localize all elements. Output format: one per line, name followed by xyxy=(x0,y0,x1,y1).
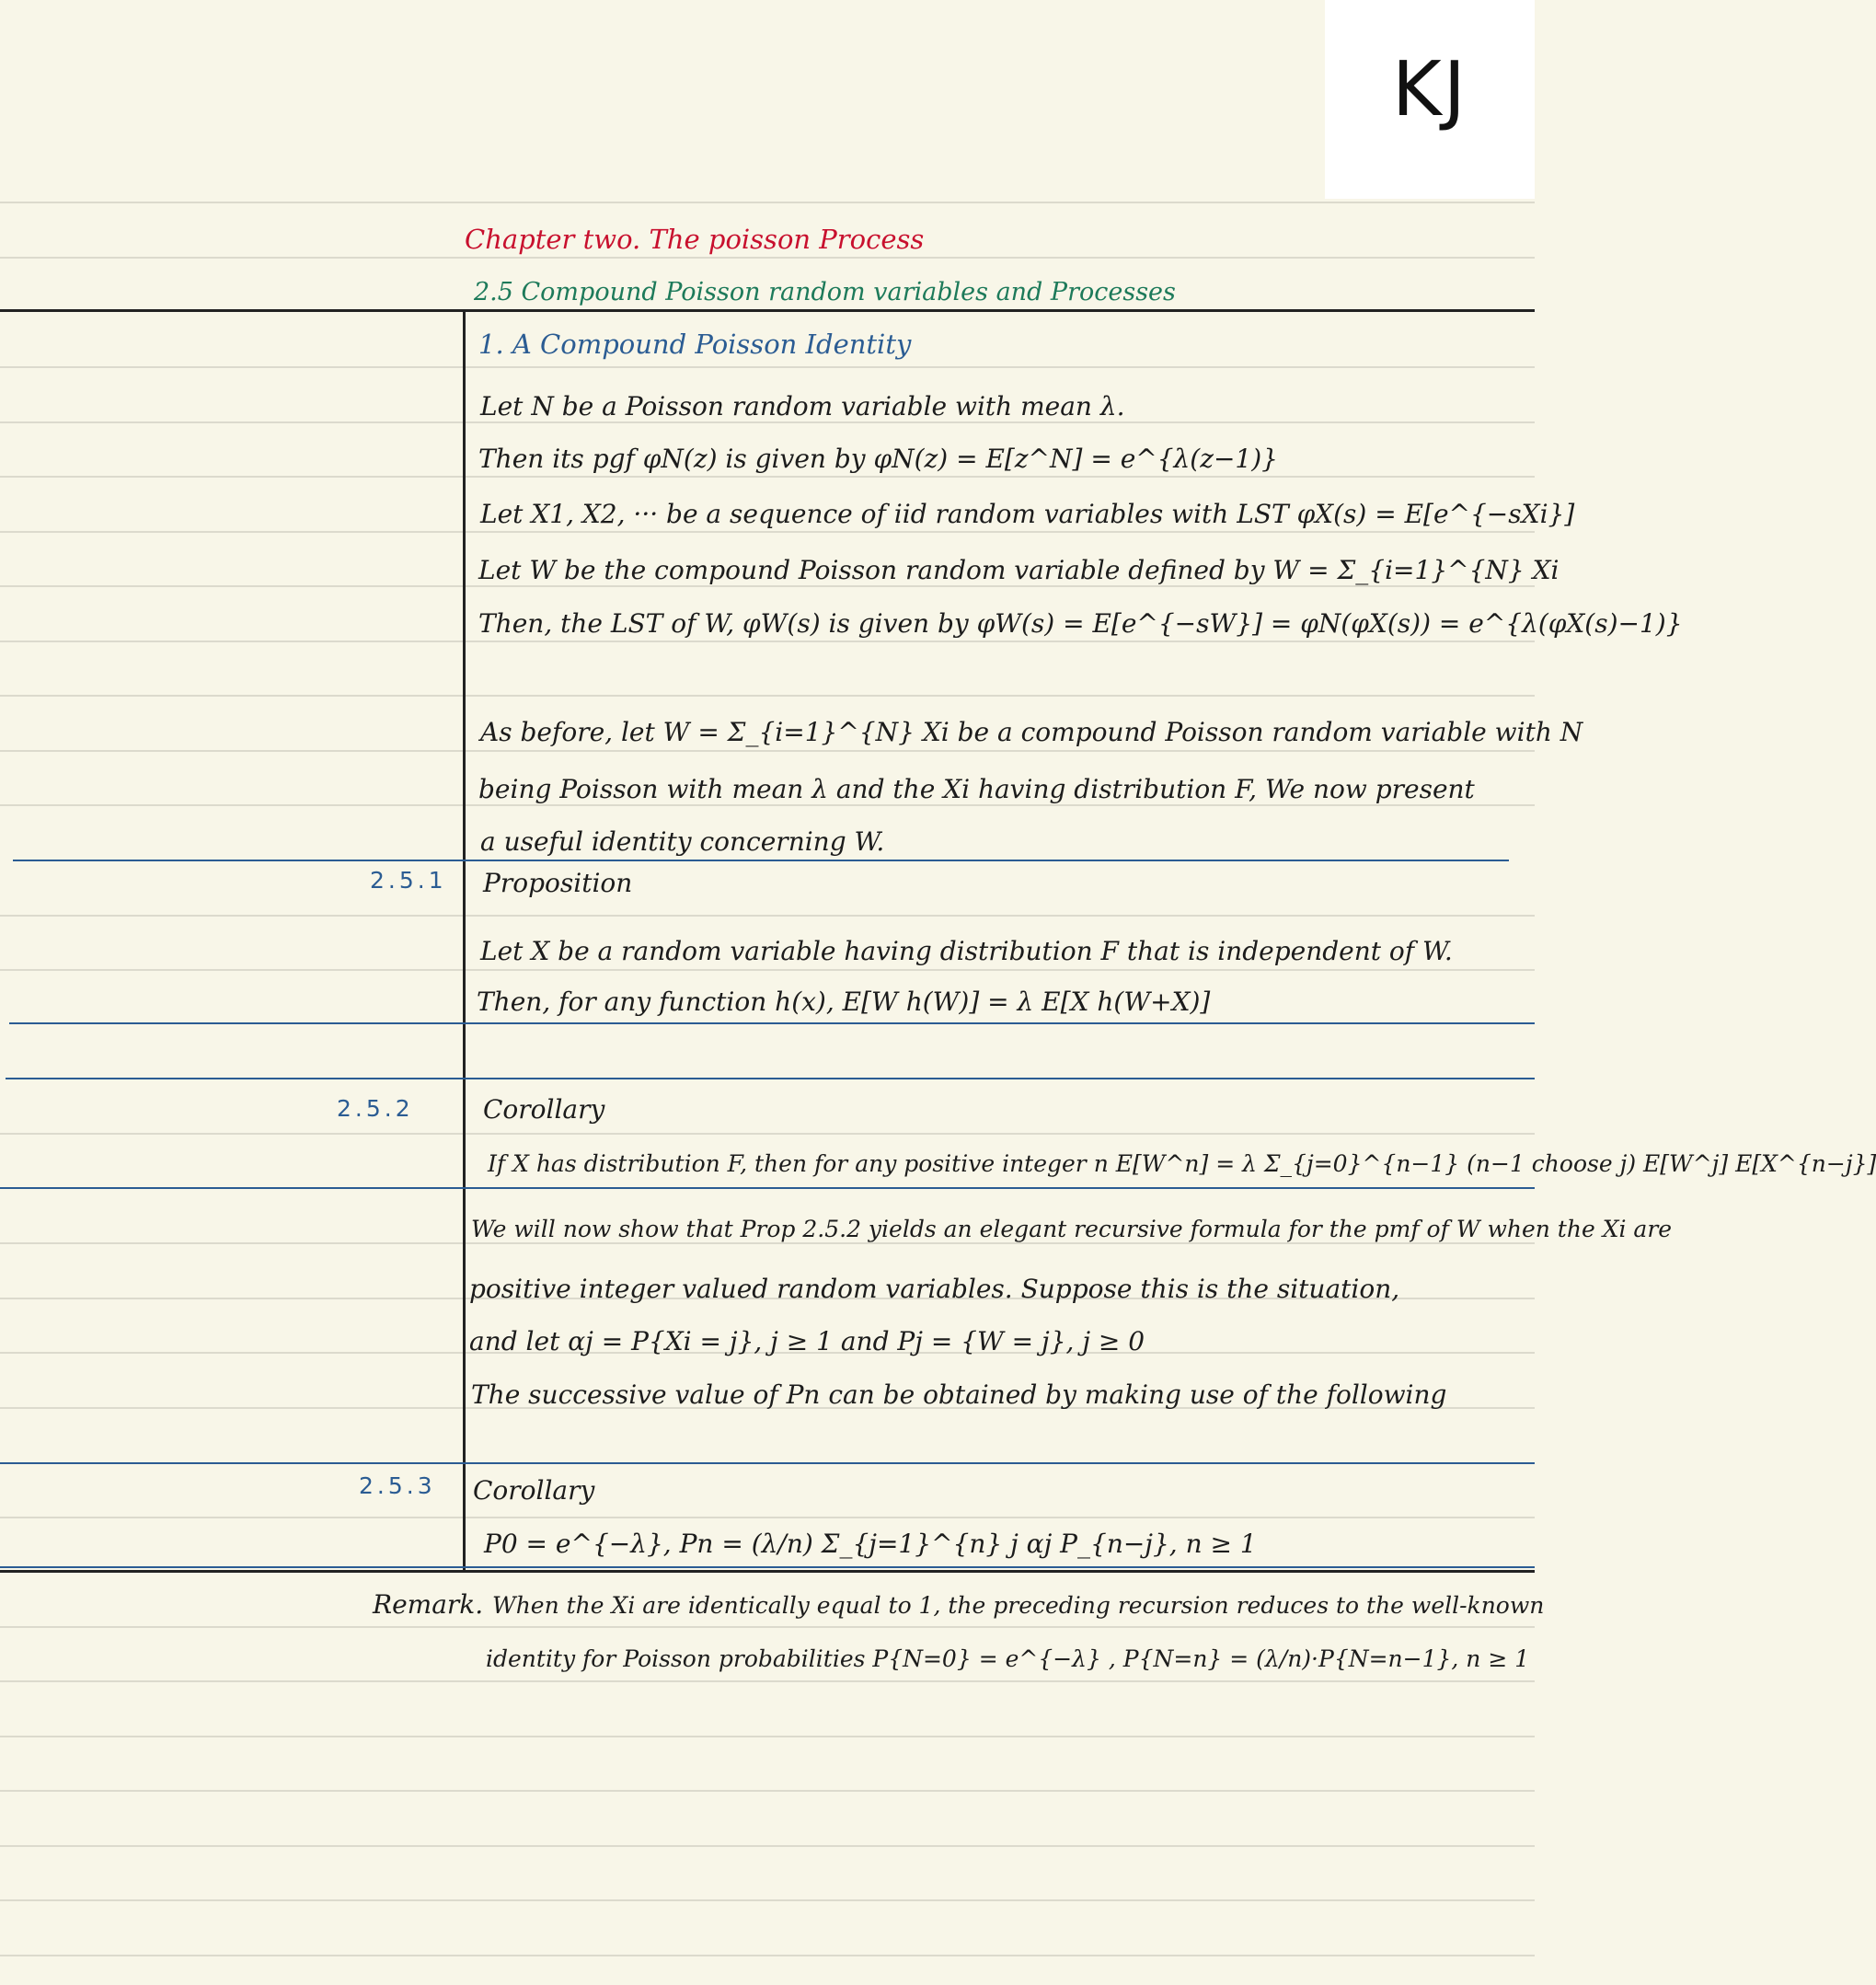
paragraph-line: As before, let W = Σ_{i=1}^{N} Xi be a compound Poisson random variable with N xyxy=(480,717,1583,747)
ruled-line xyxy=(0,476,1535,478)
prop-divider-bottom xyxy=(9,1022,1535,1024)
intro-line: Then its pgf φN(z) is given by φN(z) = E[z^N] = e^{λ(z−1)} xyxy=(478,444,1278,474)
intro-line: Let X1, X2, ··· be a sequence of iid random variables with LST φX(s) = E[e^{−sXi}] xyxy=(480,499,1575,529)
cor2-divider-top xyxy=(0,1462,1535,1464)
prop-line: Then, for any function h(x), E[W h(W)] = λ E[X h(W+X)] xyxy=(477,987,1211,1017)
ruled-line xyxy=(0,1680,1535,1682)
ruled-line xyxy=(0,915,1535,917)
paragraph-line: a useful identity concerning W. xyxy=(480,826,885,857)
prop-label: Proposition xyxy=(483,868,633,898)
prop-number: 2.5.1 xyxy=(370,867,447,894)
ruled-line xyxy=(0,641,1535,642)
ruled-line xyxy=(0,257,1535,259)
intro-line: Then, the LST of W, φW(s) is given by φW(s) = E[e^{−sW}] = φN(φX(s)) = e^{λ(φX(s)−1)} xyxy=(478,608,1683,639)
intro-line: Let N be a Poisson random variable with mean λ. xyxy=(480,391,1125,421)
ruled-line xyxy=(0,969,1535,971)
ruled-line xyxy=(0,1790,1535,1792)
author-initials: KJ xyxy=(1392,46,1467,133)
ruled-line xyxy=(0,531,1535,533)
header-divider xyxy=(0,309,1535,312)
cor1-divider-top xyxy=(6,1078,1535,1079)
ruled-line xyxy=(0,1736,1535,1737)
recursive-line: The successive value of Pn can be obtained by making use of the following xyxy=(471,1379,1447,1410)
ruled-line xyxy=(0,1517,1535,1518)
cor1-divider-bottom xyxy=(0,1187,1535,1189)
cor2-divider-bottom-blue xyxy=(0,1566,1535,1568)
cor1-number: 2.5.2 xyxy=(337,1095,414,1122)
recursive-line: positive integer valued random variables. Suppose this is the situation, xyxy=(469,1274,1400,1304)
cor2-divider-bottom xyxy=(0,1570,1535,1573)
subsection-title: 1. A Compound Poisson Identity xyxy=(478,329,912,360)
cor2-line: P0 = e^{−λ}, Pn = (λ/n) Σ_{j=1}^{n} j αj P_{n−j}, n ≥ 1 xyxy=(484,1529,1257,1559)
ruled-line xyxy=(0,1845,1535,1847)
ruled-line xyxy=(0,1955,1535,1956)
ruled-line xyxy=(0,750,1535,752)
ruled-line xyxy=(0,366,1535,368)
cor1-line: If X has distribution F, then for any positive integer n E[W^n] = λ Σ_{j=0}^{n−1} (n−1 choose j) E[W^j] E[X^{n−j}] xyxy=(488,1150,1876,1177)
recursive-line: and let αj = P{Xi = j}, j ≥ 1 and Pj = {W = j}, j ≥ 0 xyxy=(469,1326,1145,1356)
cor1-label: Corollary xyxy=(483,1094,605,1125)
paragraph-line: being Poisson with mean λ and the Xi having distribution F, We now present xyxy=(478,774,1475,804)
cor2-label: Corollary xyxy=(473,1475,595,1506)
ruled-line xyxy=(0,1626,1535,1628)
chapter-title: Chapter two. The poisson Process xyxy=(465,224,925,255)
cor2-number: 2.5.3 xyxy=(359,1472,436,1499)
ruled-line xyxy=(0,1133,1535,1135)
prop-line: Let X be a random variable having distribution F that is independent of W. xyxy=(480,936,1453,966)
ruled-line xyxy=(0,695,1535,697)
intro-line: Let W be the compound Poisson random variable defined by W = Σ_{i=1}^{N} Xi xyxy=(478,555,1559,585)
prop-divider-top xyxy=(13,860,1509,861)
remark-label: Remark. xyxy=(373,1589,484,1620)
section-title: 2.5 Compound Poisson random variables and Processes xyxy=(474,278,1176,306)
recursive-line: We will now show that Prop 2.5.2 yields an elegant recursive formula for the pmf of W when the Xi are xyxy=(471,1216,1673,1242)
ruled-line xyxy=(0,1899,1535,1901)
ruled-line xyxy=(0,202,1535,203)
remark-line: identity for Poisson probabilities P{N=0} = e^{−λ} , P{N=n} = (λ/n)·P{N=n−1}, n ≥ 1 xyxy=(486,1645,1530,1672)
margin-line xyxy=(463,309,466,1570)
remark-line: When the Xi are identically equal to 1, the preceding recursion reduces to the well-known xyxy=(492,1592,1545,1619)
